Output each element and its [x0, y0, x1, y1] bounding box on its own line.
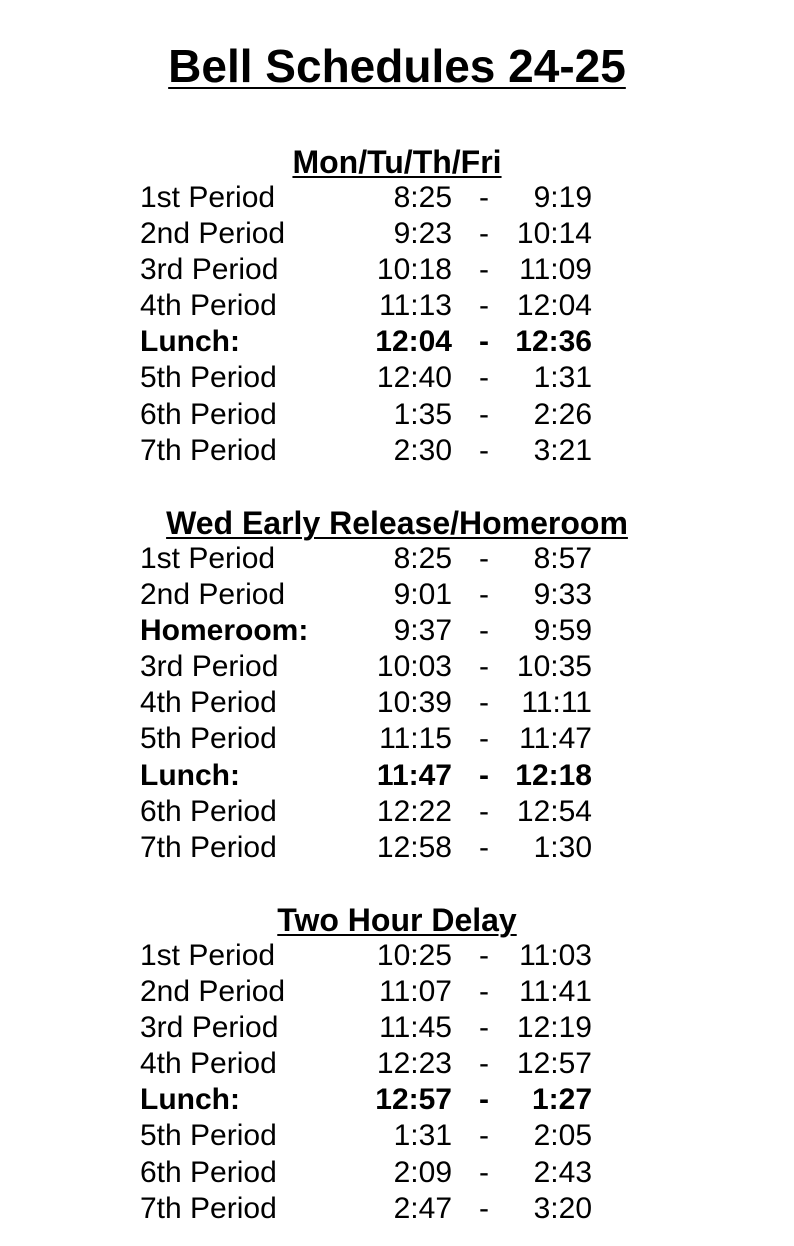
start-time: 9:01 — [393, 578, 452, 612]
time-separator: - — [479, 722, 489, 756]
period-label: 2nd Period — [140, 578, 286, 612]
start-time: 11:07 — [379, 975, 452, 1009]
start-time: 2:09 — [393, 1155, 452, 1189]
start-time: 9:37 — [393, 614, 452, 648]
time-separator: - — [479, 253, 489, 287]
schedule-row — [0, 685, 794, 721]
time-separator: - — [479, 361, 489, 395]
schedule-row — [0, 1046, 794, 1082]
end-time: 11:09 — [519, 253, 592, 287]
period-label: 6th Period — [140, 1155, 277, 1189]
time-separator: - — [479, 939, 489, 972]
schedule-row — [0, 252, 794, 288]
end-time: 11:03 — [519, 939, 592, 972]
time-separator: - — [479, 758, 489, 792]
schedule-row — [0, 180, 794, 216]
end-time: 12:36 — [515, 325, 592, 359]
end-time: 1:30 — [533, 830, 592, 864]
period-label: Homeroom: — [140, 614, 309, 648]
schedule-mon-tu-th-fri — [0, 144, 794, 469]
schedule-row — [0, 1010, 794, 1046]
start-time: 10:18 — [376, 253, 452, 287]
start-time: 11:15 — [379, 722, 452, 756]
end-time: 2:43 — [533, 1155, 592, 1189]
page-title: Bell Schedules 24-25 — [168, 40, 626, 92]
schedule-row — [0, 577, 794, 613]
period-label: 6th Period — [140, 397, 277, 431]
period-label: 3rd Period — [140, 1011, 279, 1045]
period-label: 2nd Period — [140, 217, 286, 251]
period-label: 7th Period — [140, 1191, 277, 1225]
start-time: 8:25 — [393, 542, 452, 575]
time-separator: - — [479, 1155, 489, 1189]
period-label: 4th Period — [140, 1047, 277, 1081]
section-title: Wed Early Release/Homeroom — [166, 505, 628, 541]
start-time: 1:35 — [393, 397, 452, 431]
start-time: 9:23 — [393, 217, 452, 251]
start-time: 12:57 — [375, 1083, 452, 1117]
time-separator: - — [479, 975, 489, 1009]
section-title: Two Hour Delay — [277, 902, 517, 938]
period-label: 7th Period — [140, 830, 277, 864]
end-time: 2:05 — [533, 1119, 592, 1153]
time-separator: - — [479, 1011, 489, 1045]
end-time: 10:14 — [516, 217, 592, 251]
end-time: 3:20 — [533, 1191, 592, 1225]
period-label: 3rd Period — [140, 253, 279, 287]
start-time: 8:25 — [393, 181, 452, 214]
end-time: 9:33 — [533, 578, 592, 612]
period-label: 3rd Period — [140, 650, 279, 684]
end-time: 12:54 — [516, 794, 592, 828]
period-label: 4th Period — [140, 289, 277, 323]
start-time: 12:58 — [376, 830, 452, 864]
lunch-row — [0, 758, 794, 794]
period-label: 1st Period — [140, 542, 276, 575]
schedule-row — [0, 541, 794, 577]
end-time: 9:19 — [533, 181, 592, 214]
time-separator: - — [479, 794, 489, 828]
time-separator: - — [479, 325, 489, 359]
section-title: Mon/Tu/Th/Fri — [292, 144, 502, 180]
start-time: 12:04 — [375, 325, 452, 359]
schedule-row — [0, 974, 794, 1010]
end-time: 11:47 — [519, 722, 592, 756]
lunch-row — [0, 324, 794, 360]
time-separator: - — [479, 1191, 489, 1225]
period-label: 2nd Period — [140, 975, 286, 1009]
end-time: 12:57 — [516, 1047, 592, 1081]
end-time: 12:04 — [516, 289, 592, 323]
time-separator: - — [479, 650, 489, 684]
schedule-row — [0, 649, 794, 685]
schedule-row — [0, 721, 794, 757]
schedule-row — [0, 288, 794, 324]
time-separator: - — [479, 614, 489, 648]
time-separator: - — [479, 181, 489, 214]
time-separator: - — [479, 578, 489, 612]
start-time: 12:22 — [376, 794, 452, 828]
time-separator: - — [479, 1047, 489, 1081]
period-label: 4th Period — [140, 686, 277, 720]
period-label: Lunch: — [140, 325, 240, 359]
start-time: 11:13 — [379, 289, 452, 323]
time-separator: - — [479, 1119, 489, 1153]
schedule-row — [0, 794, 794, 830]
schedule-row — [0, 1155, 794, 1191]
lunch-row — [0, 1082, 794, 1118]
end-time: 9:59 — [533, 614, 592, 648]
end-time: 1:31 — [533, 361, 592, 395]
start-time: 1:31 — [393, 1119, 452, 1153]
start-time: 12:40 — [376, 361, 452, 395]
schedule-row — [0, 830, 794, 866]
period-label: 1st Period — [140, 939, 276, 972]
period-label: 5th Period — [140, 361, 277, 395]
schedule-wed-early-release — [0, 505, 794, 866]
period-label: 1st Period — [140, 181, 276, 214]
period-label: Lunch: — [140, 1083, 240, 1117]
start-time: 12:23 — [376, 1047, 452, 1081]
time-separator: - — [479, 686, 489, 720]
end-time: 8:57 — [533, 542, 592, 575]
period-label: 5th Period — [140, 722, 277, 756]
start-time: 10:39 — [376, 686, 452, 720]
schedule-row — [0, 1191, 794, 1227]
time-separator: - — [479, 830, 489, 864]
period-label: 5th Period — [140, 1119, 277, 1153]
time-separator: - — [479, 289, 489, 323]
end-time: 12:19 — [516, 1011, 592, 1045]
start-time: 11:45 — [379, 1011, 452, 1045]
end-time: 1:27 — [531, 1083, 592, 1117]
period-label: 7th Period — [140, 433, 277, 467]
end-time: 3:21 — [533, 433, 592, 467]
time-separator: - — [479, 1083, 489, 1117]
schedule-row — [0, 1118, 794, 1154]
period-label: 6th Period — [140, 794, 277, 828]
end-time: 11:11 — [521, 686, 592, 720]
end-time: 12:18 — [515, 758, 592, 792]
schedule-row — [0, 216, 794, 252]
time-separator: - — [479, 397, 489, 431]
time-separator: - — [479, 217, 489, 251]
start-time: 10:25 — [376, 939, 452, 972]
homeroom-row — [0, 613, 794, 649]
schedule-two-hour-delay — [0, 902, 794, 1227]
schedule-row — [0, 433, 794, 469]
start-time: 2:30 — [393, 433, 452, 467]
start-time: 2:47 — [393, 1191, 452, 1225]
schedule-row — [0, 360, 794, 396]
start-time: 10:03 — [376, 650, 452, 684]
period-label: Lunch: — [140, 758, 240, 792]
end-time: 11:41 — [519, 975, 592, 1009]
end-time: 10:35 — [516, 650, 592, 684]
schedule-row — [0, 397, 794, 433]
time-separator: - — [479, 542, 489, 575]
end-time: 2:26 — [533, 397, 592, 431]
start-time: 11:47 — [376, 758, 452, 792]
time-separator: - — [479, 433, 489, 467]
schedule-row — [0, 938, 794, 974]
